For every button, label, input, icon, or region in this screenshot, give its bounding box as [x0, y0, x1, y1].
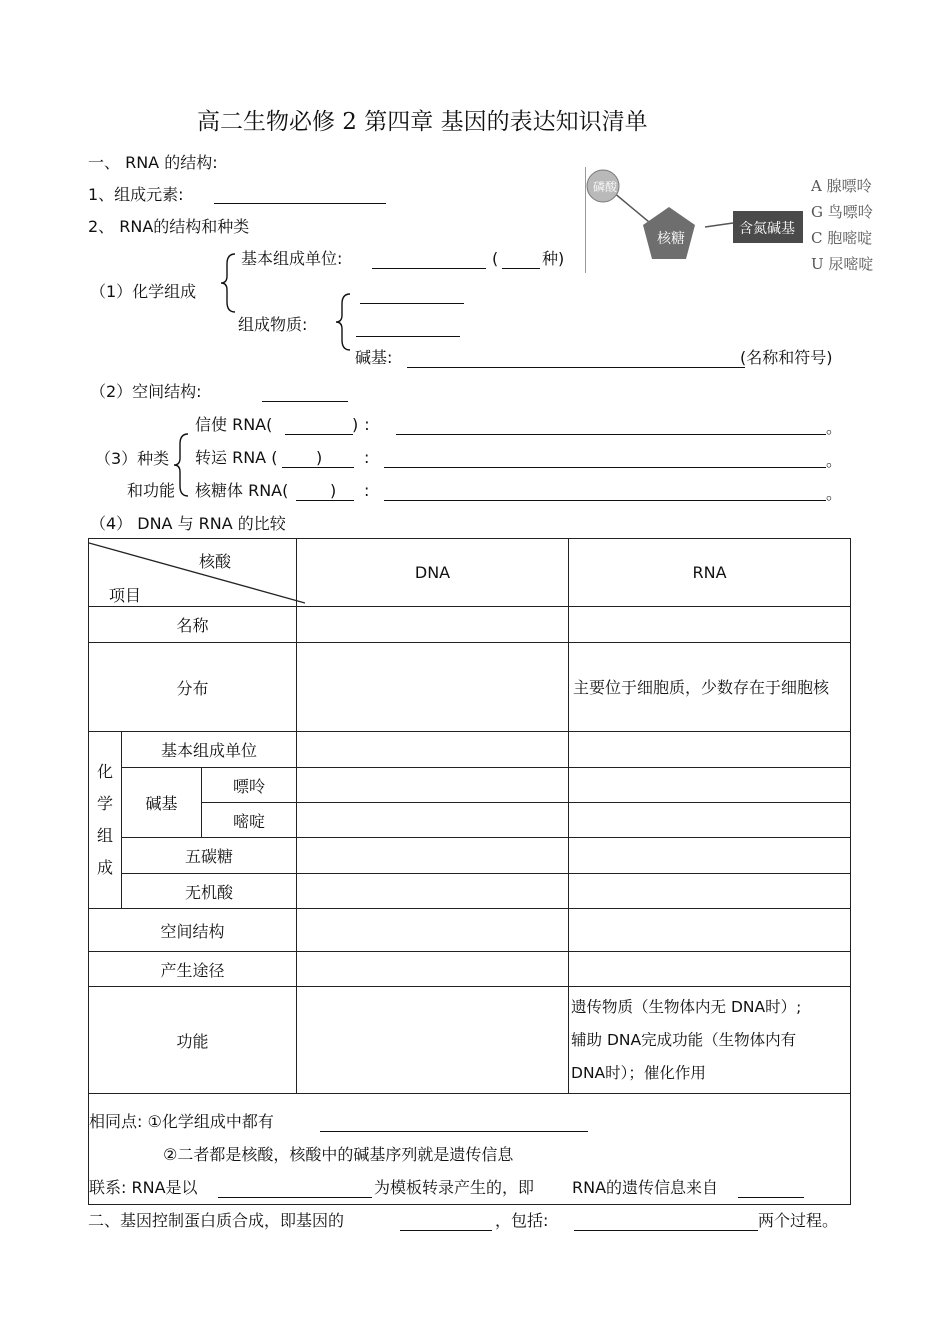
- section-1-heading: 一、 RNA 的结构:: [88, 153, 218, 172]
- section-2-b: ，包括:: [495, 1211, 549, 1230]
- row-purine: 嘌呤: [202, 768, 297, 803]
- blank-unit[interactable]: [372, 268, 486, 269]
- cell-blank[interactable]: [569, 874, 851, 909]
- unit-label: 基本组成单位:: [241, 249, 343, 268]
- link-a: 联系: RNA是以: [89, 1178, 198, 1197]
- blank-template[interactable]: [218, 1197, 372, 1198]
- rna-distribution: 主要位于细胞质，少数存在于细胞核: [569, 643, 851, 732]
- trna-colon: :: [364, 448, 370, 467]
- base-a: A 腺嘌呤: [811, 177, 872, 195]
- row-pyrimidine: 嘧啶: [202, 803, 297, 838]
- trna-close: ): [316, 448, 323, 467]
- row-basic-unit: 基本组成单位: [122, 732, 297, 768]
- sugar-label: 核糖: [657, 231, 685, 247]
- types-label: （3）种类: [95, 449, 170, 468]
- blank-expression[interactable]: [400, 1230, 492, 1231]
- row-spatial-structure: 空间结构: [89, 909, 297, 952]
- blank-same[interactable]: [320, 1131, 588, 1132]
- row-origin: 产生途径: [89, 952, 297, 987]
- blank-elements[interactable]: [214, 203, 386, 204]
- paren-open: (: [492, 249, 499, 268]
- cell-blank[interactable]: [569, 768, 851, 803]
- blank-rrna-symbol[interactable]: [296, 500, 354, 501]
- rrna-label: 核糖体 RNA(: [195, 481, 289, 500]
- substance-label: 组成物质:: [238, 315, 308, 334]
- kinds-label: 种): [542, 249, 565, 268]
- same-2: ②二者都是核酸，核酸中的碱基序列就是遗传信息: [163, 1145, 514, 1164]
- cell-blank[interactable]: [297, 874, 569, 909]
- rrna-close: ): [330, 481, 337, 500]
- header-dna: DNA: [297, 539, 569, 607]
- dna-rna-comparison-table: [88, 538, 851, 1094]
- blank-spatial[interactable]: [262, 401, 348, 402]
- header-rna: RNA: [569, 539, 851, 607]
- page-title: 高二生物必修 2 第四章 基因的表达知识清单: [197, 109, 648, 135]
- table-corner-header: [89, 539, 297, 607]
- header-nucleic-acid: 核酸: [199, 552, 232, 571]
- cell-blank[interactable]: [297, 909, 569, 952]
- cell-blank[interactable]: [297, 768, 569, 803]
- period: 。: [826, 484, 843, 503]
- trna-label: 转运 RNA (: [195, 448, 278, 467]
- mrna-label: 信使 RNA(: [195, 415, 273, 434]
- blank-rrna-function[interactable]: [384, 500, 826, 501]
- base-label-text: 碱基:: [355, 348, 393, 367]
- phosphate-label: 磷酸: [593, 180, 618, 194]
- cell-blank[interactable]: [297, 803, 569, 838]
- cell-blank[interactable]: [569, 909, 851, 952]
- blank-processes[interactable]: [574, 1230, 758, 1231]
- cell-blank[interactable]: [569, 803, 851, 838]
- cell-blank[interactable]: [297, 607, 569, 643]
- blank-mrna-function[interactable]: [396, 434, 826, 435]
- cell-blank[interactable]: [297, 987, 569, 1094]
- link-c: RNA的遗传信息来自: [572, 1178, 719, 1197]
- base-u: U 尿嘧啶: [811, 255, 874, 273]
- spatial-structure-label: （2）空间结构:: [90, 382, 202, 401]
- cell-blank[interactable]: [297, 732, 569, 768]
- base-c: C 胞嘧啶: [811, 229, 873, 247]
- blank-substance-1[interactable]: [360, 303, 464, 304]
- base-note: (名称和符号): [740, 348, 833, 367]
- row-chemical-composition: 化 学 组 成: [89, 732, 122, 909]
- row-pentose: 五碳糖: [122, 838, 297, 874]
- mrna-colon: ):: [352, 415, 376, 434]
- blank-kinds[interactable]: [502, 268, 540, 269]
- base-g: G 鸟嘌呤: [811, 203, 873, 221]
- brace-icon: [219, 252, 237, 314]
- link-b: 为模板转录产生的，即: [374, 1178, 535, 1197]
- brace-icon: [334, 292, 352, 352]
- section-2-c: 两个过程。: [758, 1211, 839, 1230]
- row-base: 碱基: [122, 768, 202, 838]
- blank-mrna-symbol[interactable]: [285, 434, 353, 435]
- row-name: 名称: [89, 607, 297, 643]
- cell-blank[interactable]: [569, 952, 851, 987]
- item-1-label: 1、组成元素:: [88, 185, 184, 204]
- blank-trna-function[interactable]: [384, 467, 826, 468]
- blank-bases[interactable]: [407, 367, 745, 368]
- period: 。: [826, 451, 843, 470]
- cell-blank[interactable]: [569, 838, 851, 874]
- cell-blank[interactable]: [297, 643, 569, 732]
- rna-function: 遗传物质（生物体内无 DNA时）; 辅助 DNA完成功能（生物体内有 DNA时）；催化作用: [569, 987, 851, 1094]
- base-label: 含氮碱基: [739, 221, 795, 237]
- row-function: 功能: [89, 987, 297, 1094]
- row-distribution: 分布: [89, 643, 297, 732]
- cell-blank[interactable]: [297, 838, 569, 874]
- functions-label: 和功能: [127, 481, 176, 500]
- row-inorganic-acid: 无机酸: [122, 874, 297, 909]
- cell-blank[interactable]: [569, 732, 851, 768]
- brace-icon: [172, 432, 190, 498]
- comparison-label: （4） DNA 与 RNA 的比较: [90, 514, 286, 533]
- rrna-colon: :: [364, 481, 370, 500]
- header-item: 项目: [109, 586, 142, 605]
- blank-substance-2[interactable]: [356, 336, 460, 337]
- item-2-label: 2、 RNA的结构和种类: [88, 217, 250, 236]
- section-2-a: 二、基因控制蛋白质合成，即基因的: [88, 1211, 345, 1230]
- period: 。: [826, 418, 843, 437]
- same-1: 相同点: ①化学组成中都有: [89, 1112, 274, 1131]
- blank-source[interactable]: [738, 1197, 804, 1198]
- cell-blank[interactable]: [569, 607, 851, 643]
- cell-blank[interactable]: [297, 952, 569, 987]
- chem-composition-label: （1）化学组成: [90, 282, 197, 301]
